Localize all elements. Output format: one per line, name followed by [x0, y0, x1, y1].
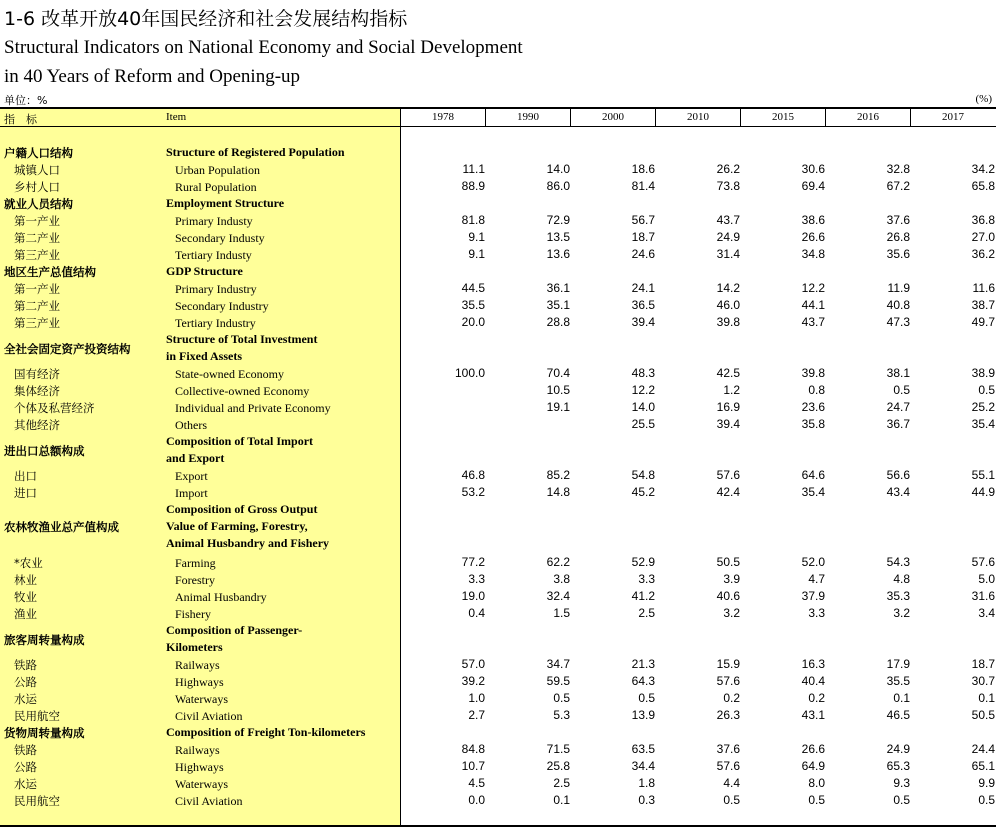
row-label-english: Farming — [175, 556, 216, 570]
table-cell: 1.2 — [723, 383, 740, 397]
section-heading-english: in Fixed Assets — [166, 349, 243, 363]
row-label-english: Export — [175, 469, 208, 483]
section-heading-english: Structure of Registered Population — [166, 145, 345, 159]
row-label-chinese: 民用航空 — [14, 709, 60, 723]
table-cell: 11.9 — [887, 281, 910, 295]
table-cell: 47.3 — [886, 315, 910, 329]
table-cell: 81.8 — [461, 213, 485, 227]
section-heading-chinese: 旅客周转量构成 — [4, 632, 85, 647]
row-label-english: Secondary Industy — [175, 231, 265, 245]
table-cell: 0.2 — [723, 691, 740, 705]
table-cell: 0.5 — [808, 793, 825, 807]
row-label-chinese: 城镇人口 — [14, 163, 60, 177]
row-label-chinese: *农业 — [14, 556, 43, 570]
table-title-english-line-1: Structural Indicators on National Economy and Social Development — [4, 37, 523, 58]
table-cell: 38.6 — [801, 213, 825, 227]
row-label-english: Primary Industry — [175, 282, 257, 296]
table-cell: 39.8 — [801, 366, 825, 380]
table-cell: 2.5 — [553, 776, 570, 790]
table-cell: 3.3 — [808, 606, 825, 620]
table-cell: 34.2 — [971, 162, 995, 176]
table-cell: 4.5 — [468, 776, 485, 790]
table-cell: 34.7 — [546, 657, 570, 671]
table-cell: 43.1 — [801, 708, 825, 722]
table-cell: 50.5 — [716, 555, 740, 569]
year-header-2010: 2010 — [687, 111, 709, 123]
table-cell: 40.4 — [801, 674, 825, 688]
table-cell: 56.7 — [631, 213, 655, 227]
year-header-2000: 2000 — [602, 111, 624, 123]
table-cell: 46.0 — [716, 298, 740, 312]
row-label-chinese: 水运 — [14, 692, 37, 706]
table-cell: 27.0 — [971, 230, 995, 244]
section-heading-english: Composition of Freight Ton-kilometers — [166, 725, 366, 739]
row-label-english: Fishery — [175, 607, 211, 621]
table-cell: 0.5 — [553, 691, 570, 705]
table-cell: 31.6 — [971, 589, 995, 603]
year-header-2016: 2016 — [857, 111, 879, 123]
table-cell: 14.0 — [631, 400, 655, 414]
header-item-english: Item — [166, 111, 187, 123]
header-bottom-rule — [0, 126, 996, 127]
table-cell: 30.6 — [801, 162, 825, 176]
table-cell: 15.9 — [716, 657, 740, 671]
table-cell: 44.9 — [971, 485, 995, 499]
table-title-english-line-2: in 40 Years of Reform and Opening-up — [4, 66, 301, 87]
table-cell: 57.6 — [716, 759, 740, 773]
table-cell: 88.9 — [461, 179, 485, 193]
table-cell: 25.5 — [631, 417, 655, 431]
year-header-2015: 2015 — [772, 111, 794, 123]
section-heading-english: Composition of Gross Output — [166, 502, 318, 516]
table-cell: 52.0 — [801, 555, 825, 569]
table-cell: 54.3 — [886, 555, 910, 569]
table-cell: 81.4 — [631, 179, 655, 193]
table-cell: 24.7 — [886, 400, 910, 414]
unit-label-english: (%) — [975, 93, 992, 105]
table-cell: 70.4 — [546, 366, 570, 380]
section-heading-english: and Export — [166, 451, 225, 465]
table-cell: 35.8 — [801, 417, 825, 431]
table-cell: 40.6 — [716, 589, 740, 603]
section-heading-chinese: 就业人员结构 — [4, 197, 73, 211]
row-label-english: Railways — [175, 658, 220, 672]
section-heading-chinese: 进出口总额构成 — [4, 443, 85, 458]
table-cell: 3.3 — [638, 572, 655, 586]
table-cell: 11.6 — [972, 281, 995, 295]
table-cell: 44.5 — [461, 281, 485, 295]
table-cell: 63.5 — [631, 742, 655, 756]
year-header-1990: 1990 — [517, 111, 539, 123]
table-cell: 0.1 — [553, 793, 570, 807]
table-cell: 36.7 — [886, 417, 910, 431]
table-cell: 34.8 — [801, 247, 825, 261]
table-cell: 0.2 — [808, 691, 825, 705]
table-cell: 16.9 — [716, 400, 740, 414]
table-cell: 35.3 — [886, 589, 910, 603]
table-cell: 36.8 — [971, 213, 995, 227]
table-cell: 1.0 — [468, 691, 485, 705]
table-cell: 41.2 — [631, 589, 655, 603]
table-cell: 23.6 — [801, 400, 825, 414]
table-cell: 2.5 — [638, 606, 655, 620]
table-cell: 35.6 — [886, 247, 910, 261]
table-cell: 55.1 — [971, 468, 995, 482]
row-label-english: Waterways — [175, 777, 229, 791]
table-cell: 0.0 — [468, 793, 485, 807]
table-cell: 10.5 — [546, 383, 570, 397]
table-cell: 65.3 — [886, 759, 910, 773]
table-cell: 16.3 — [801, 657, 825, 671]
table-cell: 35.5 — [886, 674, 910, 688]
table-cell: 67.2 — [886, 179, 910, 193]
table-cell: 18.6 — [631, 162, 655, 176]
table-cell: 18.7 — [971, 657, 995, 671]
table-cell: 26.6 — [801, 742, 825, 756]
section-heading-english: Composition of Passenger- — [166, 623, 303, 637]
section-heading-english: Kilometers — [166, 640, 223, 654]
row-label-chinese: 林业 — [14, 573, 37, 587]
header-item-chinese: 指 标 — [4, 113, 37, 126]
table-cell: 43.7 — [716, 213, 740, 227]
row-label-english: Urban Population — [175, 163, 260, 177]
table-cell: 62.2 — [546, 555, 570, 569]
table-cell: 0.5 — [893, 383, 910, 397]
table-cell: 21.3 — [631, 657, 655, 671]
table-cell: 19.1 — [546, 400, 570, 414]
table-cell: 37.6 — [886, 213, 910, 227]
row-label-english: Civil Aviation — [175, 709, 243, 723]
section-heading-english: Composition of Total Import — [166, 434, 314, 448]
table-cell: 14.8 — [546, 485, 570, 499]
table-cell: 73.8 — [716, 179, 740, 193]
row-label-chinese: 集体经济 — [14, 384, 60, 398]
table-cell: 56.6 — [886, 468, 910, 482]
table-cell: 50.5 — [971, 708, 995, 722]
table-cell: 2.7 — [468, 708, 485, 722]
row-label-english: Waterways — [175, 692, 229, 706]
table-cell: 24.9 — [716, 230, 740, 244]
table-cell: 9.3 — [893, 776, 910, 790]
row-label-english: Individual and Private Economy — [175, 401, 331, 415]
row-label-chinese: 出口 — [14, 469, 37, 483]
row-label-english: State-owned Economy — [175, 367, 284, 381]
table-cell: 45.2 — [631, 485, 655, 499]
table-cell: 4.4 — [723, 776, 740, 790]
table-cell: 3.2 — [893, 606, 910, 620]
table-cell: 84.8 — [461, 742, 485, 756]
table-cell: 40.8 — [886, 298, 910, 312]
table-cell: 24.6 — [631, 247, 655, 261]
row-label-english: Forestry — [175, 573, 215, 587]
table-cell: 65.8 — [971, 179, 995, 193]
table-cell: 0.8 — [808, 383, 825, 397]
table-cell: 100.0 — [454, 366, 485, 380]
table-cell: 4.8 — [893, 572, 910, 586]
table-cell: 86.0 — [546, 179, 570, 193]
table-cell: 59.5 — [546, 674, 570, 688]
row-label-chinese: 其他经济 — [14, 418, 60, 432]
table-cell: 65.1 — [971, 759, 995, 773]
table-cell: 0.4 — [468, 606, 485, 620]
table-cell: 57.6 — [971, 555, 995, 569]
table-cell: 14.2 — [716, 281, 740, 295]
row-label-chinese: 第二产业 — [14, 299, 60, 313]
table-cell: 54.8 — [631, 468, 655, 482]
row-label-chinese: 国有经济 — [14, 367, 60, 381]
table-cell: 35.4 — [801, 485, 825, 499]
section-heading-english: Structure of Total Investment — [166, 332, 318, 346]
year-header-1978: 1978 — [432, 111, 454, 123]
table-cell: 3.4 — [978, 606, 995, 620]
year-header-2017: 2017 — [942, 111, 964, 123]
table-cell: 46.8 — [461, 468, 485, 482]
table-cell: 48.3 — [631, 366, 655, 380]
table-cell: 85.2 — [546, 468, 570, 482]
table-cell: 3.9 — [723, 572, 740, 586]
row-label-english: Highways — [175, 675, 224, 689]
table-cell: 0.1 — [893, 691, 910, 705]
section-heading-chinese: 地区生产总值结构 — [4, 265, 96, 279]
unit-label-chinese: 单位：% — [4, 94, 48, 107]
table-cell: 0.5 — [723, 793, 740, 807]
table-cell: 39.8 — [716, 315, 740, 329]
section-heading-english: Animal Husbandry and Fishery — [166, 536, 330, 550]
table-cell: 64.9 — [801, 759, 825, 773]
table-cell: 11.1 — [462, 162, 485, 176]
table-cell: 18.7 — [631, 230, 655, 244]
table-cell: 32.4 — [546, 589, 570, 603]
section-heading-english: Employment Structure — [166, 196, 285, 210]
row-label-english: Primary Industy — [175, 214, 253, 228]
table-cell: 9.1 — [468, 247, 485, 261]
row-label-english: Railways — [175, 743, 220, 757]
table-cell: 32.8 — [886, 162, 910, 176]
table-cell: 38.7 — [971, 298, 995, 312]
table-cell: 13.9 — [631, 708, 655, 722]
table-cell: 3.8 — [553, 572, 570, 586]
row-label-chinese: 铁路 — [14, 658, 37, 672]
row-label-chinese: 第三产业 — [14, 316, 60, 330]
table-bottom-rule — [0, 825, 996, 827]
row-label-chinese: 牧业 — [14, 590, 37, 604]
table-cell: 57.0 — [461, 657, 485, 671]
table-cell: 0.3 — [638, 793, 655, 807]
table-cell: 46.5 — [886, 708, 910, 722]
row-label-english: Others — [175, 418, 207, 432]
table-cell: 13.5 — [546, 230, 570, 244]
row-label-english: Highways — [175, 760, 224, 774]
table-cell: 38.9 — [971, 366, 995, 380]
table-cell: 30.7 — [971, 674, 995, 688]
section-heading-chinese: 户籍人口结构 — [4, 146, 73, 160]
table-cell: 52.9 — [631, 555, 655, 569]
table-cell: 0.5 — [978, 793, 995, 807]
table-cell: 0.5 — [893, 793, 910, 807]
table-cell: 42.5 — [716, 366, 740, 380]
table-cell: 38.1 — [886, 366, 910, 380]
table-cell: 0.1 — [978, 691, 995, 705]
table-cell: 37.9 — [801, 589, 825, 603]
table-cell: 64.3 — [631, 674, 655, 688]
table-cell: 24.9 — [886, 742, 910, 756]
row-label-chinese: 第一产业 — [14, 214, 60, 228]
row-label-chinese: 公路 — [14, 675, 37, 689]
row-label-english: Animal Husbandry — [175, 590, 267, 604]
table-cell: 69.4 — [801, 179, 825, 193]
table-cell: 71.5 — [546, 742, 570, 756]
table-cell: 26.2 — [716, 162, 740, 176]
table-cell: 34.4 — [631, 759, 655, 773]
table-cell: 1.8 — [638, 776, 655, 790]
section-heading-english: GDP Structure — [166, 264, 243, 278]
section-heading-chinese: 货物周转量构成 — [4, 726, 85, 740]
table-cell: 57.6 — [716, 674, 740, 688]
section-heading-english: Value of Farming, Forestry, — [166, 519, 308, 533]
row-label-chinese: 乡村人口 — [14, 180, 60, 194]
row-label-chinese: 水运 — [14, 777, 37, 791]
row-label-chinese: 铁路 — [14, 743, 37, 757]
table-cell: 53.2 — [461, 485, 485, 499]
row-label-english: Rural Population — [175, 180, 257, 194]
table-cell: 3.3 — [468, 572, 485, 586]
row-label-chinese: 渔业 — [14, 607, 37, 621]
table-cell: 1.5 — [553, 606, 570, 620]
table-cell: 0.5 — [638, 691, 655, 705]
table-cell: 77.2 — [461, 555, 485, 569]
table-cell: 36.2 — [971, 247, 995, 261]
table-cell: 9.1 — [468, 230, 485, 244]
table-cell: 17.9 — [886, 657, 910, 671]
table-cell: 35.4 — [971, 417, 995, 431]
table-cell: 9.9 — [978, 776, 995, 790]
table-cell: 25.8 — [546, 759, 570, 773]
row-label-chinese: 民用航空 — [14, 794, 60, 808]
table-cell: 3.2 — [723, 606, 740, 620]
table-cell: 39.4 — [716, 417, 740, 431]
section-heading-chinese: 农林牧渔业总产值构成 — [4, 520, 119, 534]
table-cell: 12.2 — [631, 383, 655, 397]
table-cell: 14.0 — [546, 162, 570, 176]
table-cell: 43.7 — [801, 315, 825, 329]
table-cell: 28.8 — [546, 315, 570, 329]
table-cell: 37.6 — [716, 742, 740, 756]
table-cell: 39.4 — [631, 315, 655, 329]
table-cell: 26.6 — [801, 230, 825, 244]
table-cell: 25.2 — [971, 400, 995, 414]
table-cell: 39.2 — [461, 674, 485, 688]
table-cell: 26.8 — [886, 230, 910, 244]
row-label-chinese: 第二产业 — [14, 231, 60, 245]
table-cell: 31.4 — [716, 247, 740, 261]
table-cell: 12.2 — [801, 281, 825, 295]
table-cell: 72.9 — [546, 213, 570, 227]
row-label-english: Tertiary Industry — [175, 316, 256, 330]
row-label-english: Secondary Industry — [175, 299, 269, 313]
table-cell: 35.1 — [546, 298, 570, 312]
table-cell: 5.3 — [553, 708, 570, 722]
table-cell: 5.0 — [978, 572, 995, 586]
table-cell: 36.1 — [546, 281, 570, 295]
table-cell: 44.1 — [801, 298, 825, 312]
table-cell: 8.0 — [808, 776, 825, 790]
table-cell: 49.7 — [971, 315, 995, 329]
table-title-chinese: 1-6 改革开放40年国民经济和社会发展结构指标 — [4, 8, 408, 30]
table-cell: 24.1 — [631, 281, 655, 295]
table-cell: 42.4 — [716, 485, 740, 499]
table-cell: 10.7 — [461, 759, 485, 773]
table-cell: 43.4 — [886, 485, 910, 499]
table-cell: 35.5 — [461, 298, 485, 312]
row-label-chinese: 第一产业 — [14, 282, 60, 296]
table-cell: 20.0 — [461, 315, 485, 329]
table-cell: 4.7 — [808, 572, 825, 586]
row-label-chinese: 第三产业 — [14, 248, 60, 262]
table-cell: 24.4 — [971, 742, 995, 756]
table-cell: 19.0 — [461, 589, 485, 603]
table-cell: 13.6 — [546, 247, 570, 261]
table-cell: 64.6 — [801, 468, 825, 482]
row-label-chinese: 进口 — [14, 486, 37, 500]
table-cell: 36.5 — [631, 298, 655, 312]
row-label-english: Civil Aviation — [175, 794, 243, 808]
row-label-chinese: 个体及私营经济 — [14, 401, 95, 415]
table-cell: 0.5 — [978, 383, 995, 397]
row-label-english: Import — [175, 486, 208, 500]
table-top-rule — [0, 107, 996, 109]
table-cell: 57.6 — [716, 468, 740, 482]
row-label-chinese: 公路 — [14, 760, 37, 774]
row-label-english: Collective-owned Economy — [175, 384, 310, 398]
section-heading-chinese: 全社会固定资产投资结构 — [4, 341, 131, 356]
row-label-english: Tertiary Industy — [175, 248, 252, 262]
table-cell: 26.3 — [716, 708, 740, 722]
